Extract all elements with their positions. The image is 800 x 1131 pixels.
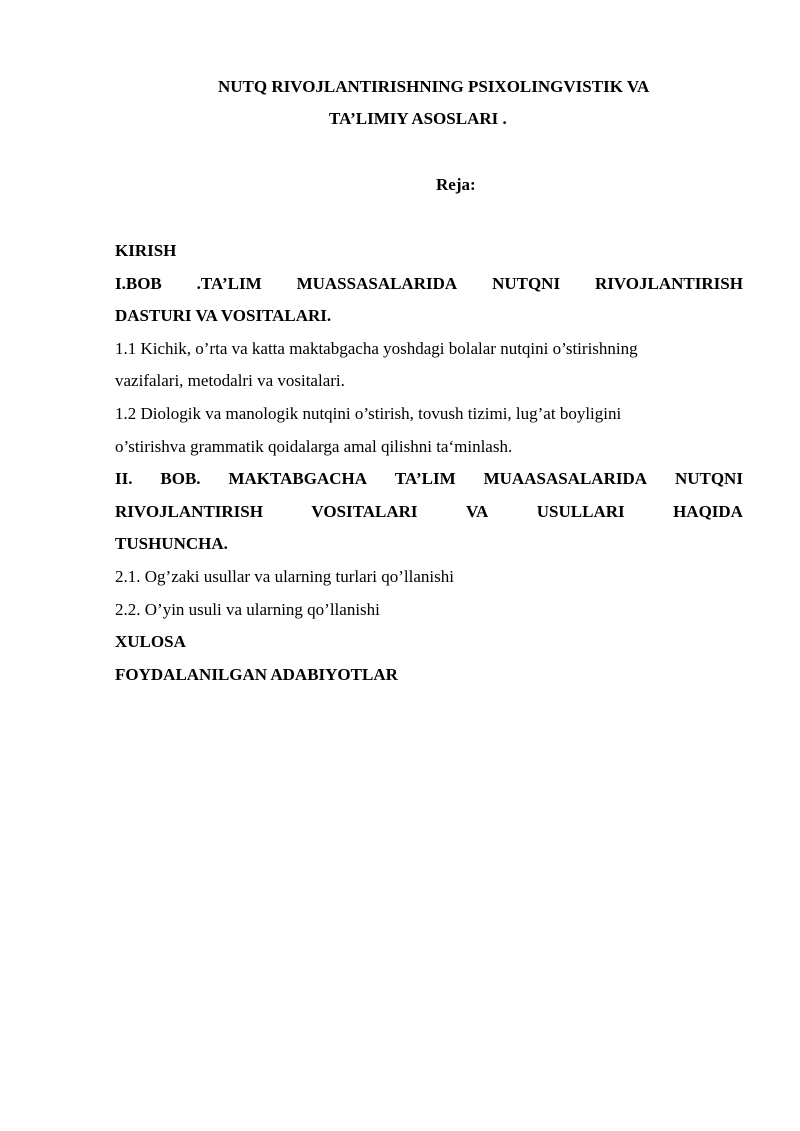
toc-conclusion: XULOSA <box>115 632 186 652</box>
toc-chapter-2-word: MUAASASALARIDA <box>483 469 648 489</box>
table-of-contents <box>115 241 743 697</box>
toc-chapter-2-word: NUTQNI <box>674 469 743 489</box>
toc-references: FOYDALANILGAN ADABIYOTLAR <box>115 664 398 684</box>
toc-chapter-2-word: TA’LIM <box>394 469 456 489</box>
toc-chapter-2-word: VA <box>465 501 489 521</box>
toc-chapter-2-word: USULLARI <box>536 501 625 521</box>
toc-chapter-2-line-2 <box>115 502 743 535</box>
toc-chapter-1-word: NUTQNI <box>492 273 561 293</box>
toc-chapter-1-line-2: DASTURI VA VOSITALARI. <box>115 306 332 326</box>
toc-chapter-2-word: MAKTABGACHA <box>228 469 367 489</box>
toc-chapter-1-line-1 <box>115 274 743 307</box>
toc-section-1-1-line-1: 1.1 Kichik, o’rta va katta maktabgacha yoshdagi bolalar nutqini o’stirishning <box>115 338 638 358</box>
toc-chapter-1-word: I.BOB <box>115 273 162 293</box>
document-title-line-2: TA’LIMIY ASOSLARI . <box>329 109 507 128</box>
toc-chapter-2-line-3: TUSHUNCHA. <box>115 534 228 554</box>
toc-chapter-2-word: VOSITALARI <box>311 501 418 521</box>
toc-chapter-1-word: .TA’LIM <box>196 273 262 293</box>
toc-chapter-2-word: II. <box>115 469 133 489</box>
toc-chapter-2-word: HAQIDA <box>673 501 743 521</box>
plan-heading: Reja: <box>436 175 476 194</box>
toc-section-2-2: 2.2. O’yin usuli va ularning qo’llanishi <box>115 599 380 619</box>
toc-section-1-2-line-2: o’stirishva grammatik qoidalarga amal qilishni ta‘minlash. <box>115 436 513 456</box>
toc-chapter-2-line-1 <box>115 469 743 502</box>
toc-section-1-1-line-2: vazifalari, metodalri va vositalari. <box>115 371 345 391</box>
document-title-line-1: NUTQ RIVOJLANTIRISHNING PSIXOLINGVISTIK VA <box>218 77 650 96</box>
toc-intro: KIRISH <box>115 241 177 260</box>
toc-chapter-2-word: RIVOJLANTIRISH <box>115 501 263 521</box>
toc-chapter-1-word: MUASSASALARIDA <box>296 273 458 293</box>
toc-chapter-1-word: RIVOJLANTIRISH <box>594 273 743 293</box>
toc-chapter-2-word: BOB. <box>160 469 201 489</box>
toc-section-2-1: 2.1. Og’zaki usullar va ularning turlari qo’llanishi <box>115 566 454 586</box>
toc-section-1-2-line-1: 1.2 Diologik va manologik nutqini o’stirish, tovush tizimi, lug’at boyligini <box>115 403 622 423</box>
